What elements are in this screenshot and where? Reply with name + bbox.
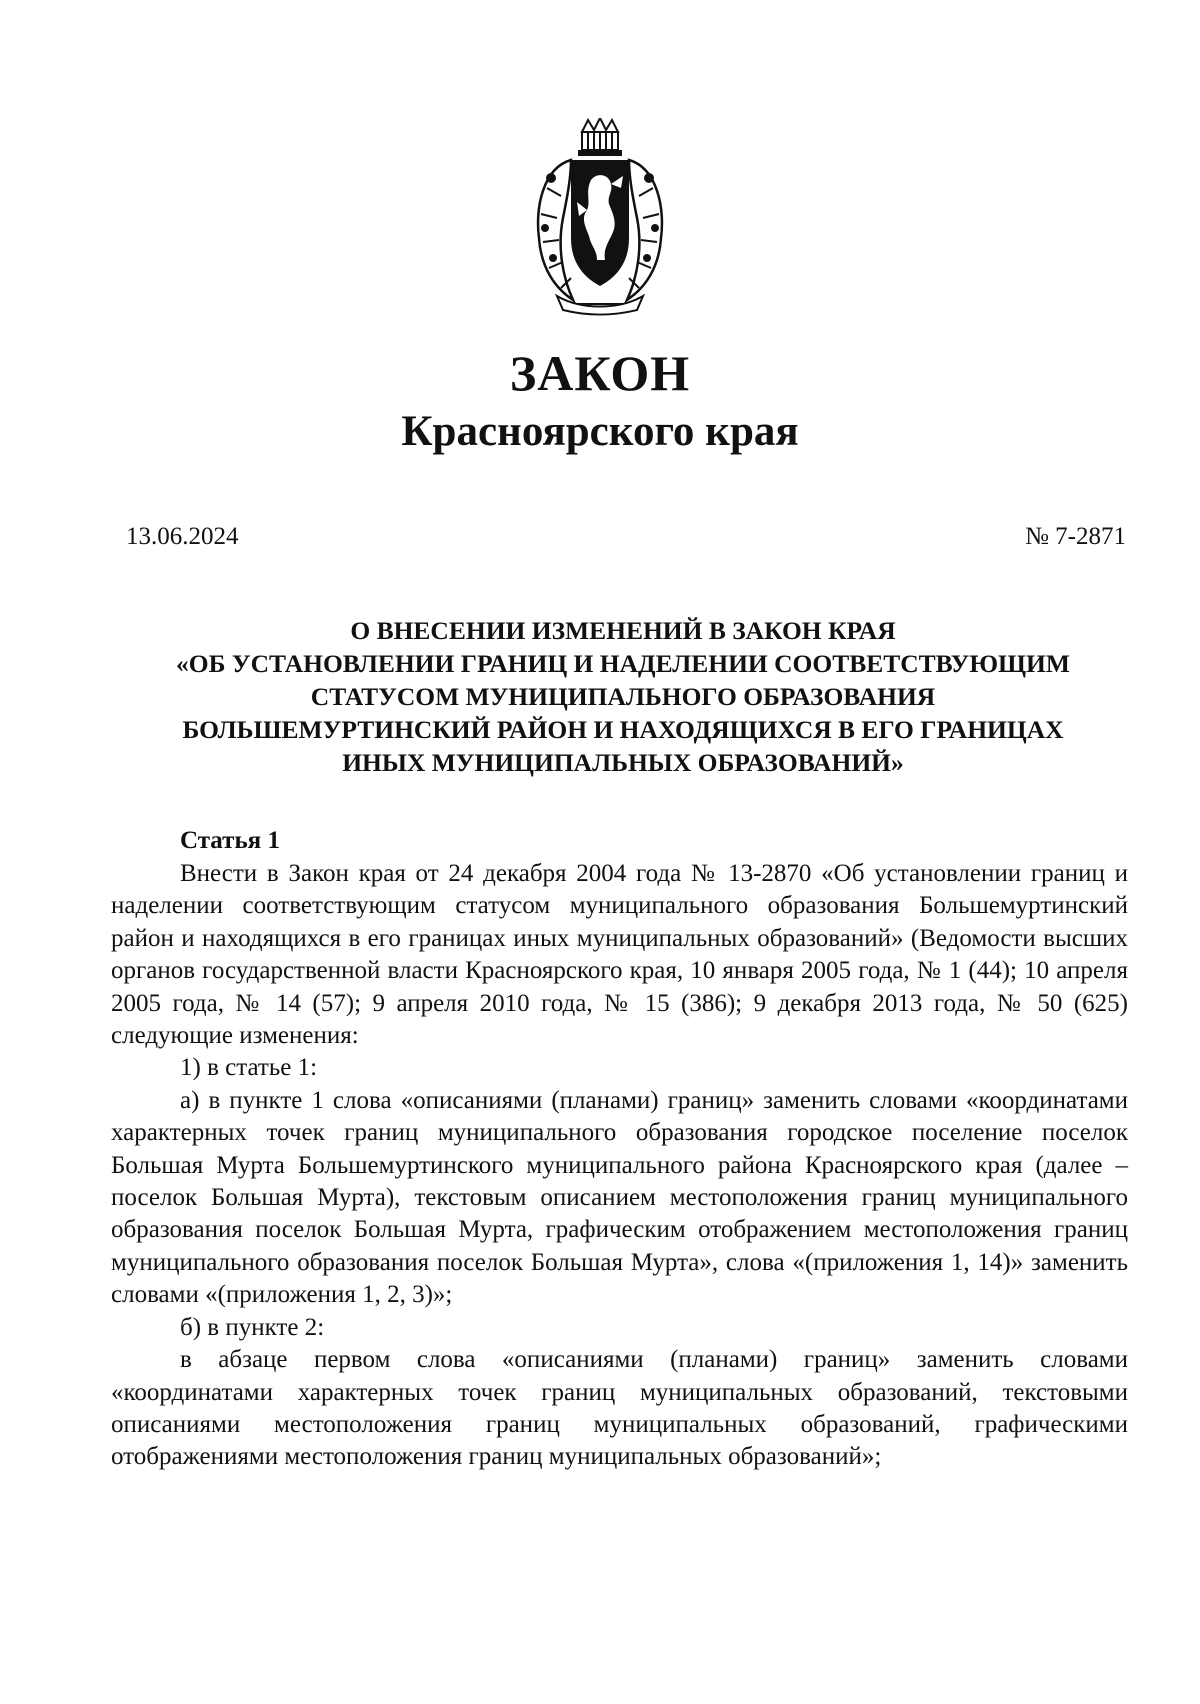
article-paragraph: 1) в статье 1: [180, 1054, 318, 1082]
coat-of-arms-emblem [533, 118, 667, 316]
law-title-line: «ОБ УСТАНОВЛЕНИИ ГРАНИЦ И НАДЕЛЕНИИ СООТВЕТСТВУЮЩИМ [176, 649, 1070, 678]
article-paragraph: а) в пункте 1 слова «описаниями (планами) границ» заменить словами «координатами характерных точек границ муниципального образования городское поселение поселок Большая Мурта Большемуртинского муниципального района Красноярского края (далее – поселок Большая Мурта), текстовым описанием местоположения границ муниципального образования поселок Большая Мурта, графическим отображением местоположения границ муниципального образования поселок Большая Мурта», слова «(приложения 1, 14)» заменить словами «(приложения 1, 2, 3)»; [111, 1086, 1128, 1309]
law-title-line: БОЛЬШЕМУРТИНСКИЙ РАЙОН И НАХОДЯЩИХСЯ В ЕГО ГРАНИЦАХ [182, 715, 1064, 744]
article-body [111, 858, 1128, 1474]
article-paragraph: Внести в Закон края от 24 декабря 2004 года № 13-2870 «Об установлении границ и наделении соответствующим статусом муниципального образования Большемуртинский район и находящихся в его границах иных муниципальных образований» (Ведомости высших органов государственной власти Красноярского края, 10 января 2005 года, № 1 (44); 10 апреля 2005 года, № 14 (57); 9 апреля 2010 года, № 15 (386); 9 декабря 2013 года, № 50 (625) следующие изменения: [111, 860, 1128, 1050]
article-paragraph: б) в пункте 2: [180, 1313, 325, 1341]
law-title [108, 614, 1138, 779]
law-title-line: О ВНЕСЕНИИ ИЗМЕНЕНИЙ В ЗАКОН КРАЯ [350, 616, 896, 645]
document-kind-heading: ЗАКОН [509, 345, 691, 401]
law-title-line: ИНЫХ МУНИЦИПАЛЬНЫХ ОБРАЗОВАНИЙ» [342, 748, 904, 777]
document-region-heading: Красноярского края [401, 408, 799, 455]
article-paragraph: в абзаце первом слова «описаниями (планами) границ» заменить словами «координатами характерных точек границ муниципальных образований, текстовыми описаниями местоположения границ муниципальных образований, графическими отображениями местоположения границ муниципальных образований»; [111, 1346, 1128, 1471]
article-heading: Статья 1 [180, 827, 280, 854]
document-number: № 7-2871 [1025, 523, 1126, 550]
document-meta-row [126, 522, 1126, 552]
law-title-line: СТАТУСОМ МУНИЦИПАЛЬНОГО ОБРАЗОВАНИЯ [310, 682, 936, 711]
document-date: 13.06.2024 [126, 523, 239, 550]
